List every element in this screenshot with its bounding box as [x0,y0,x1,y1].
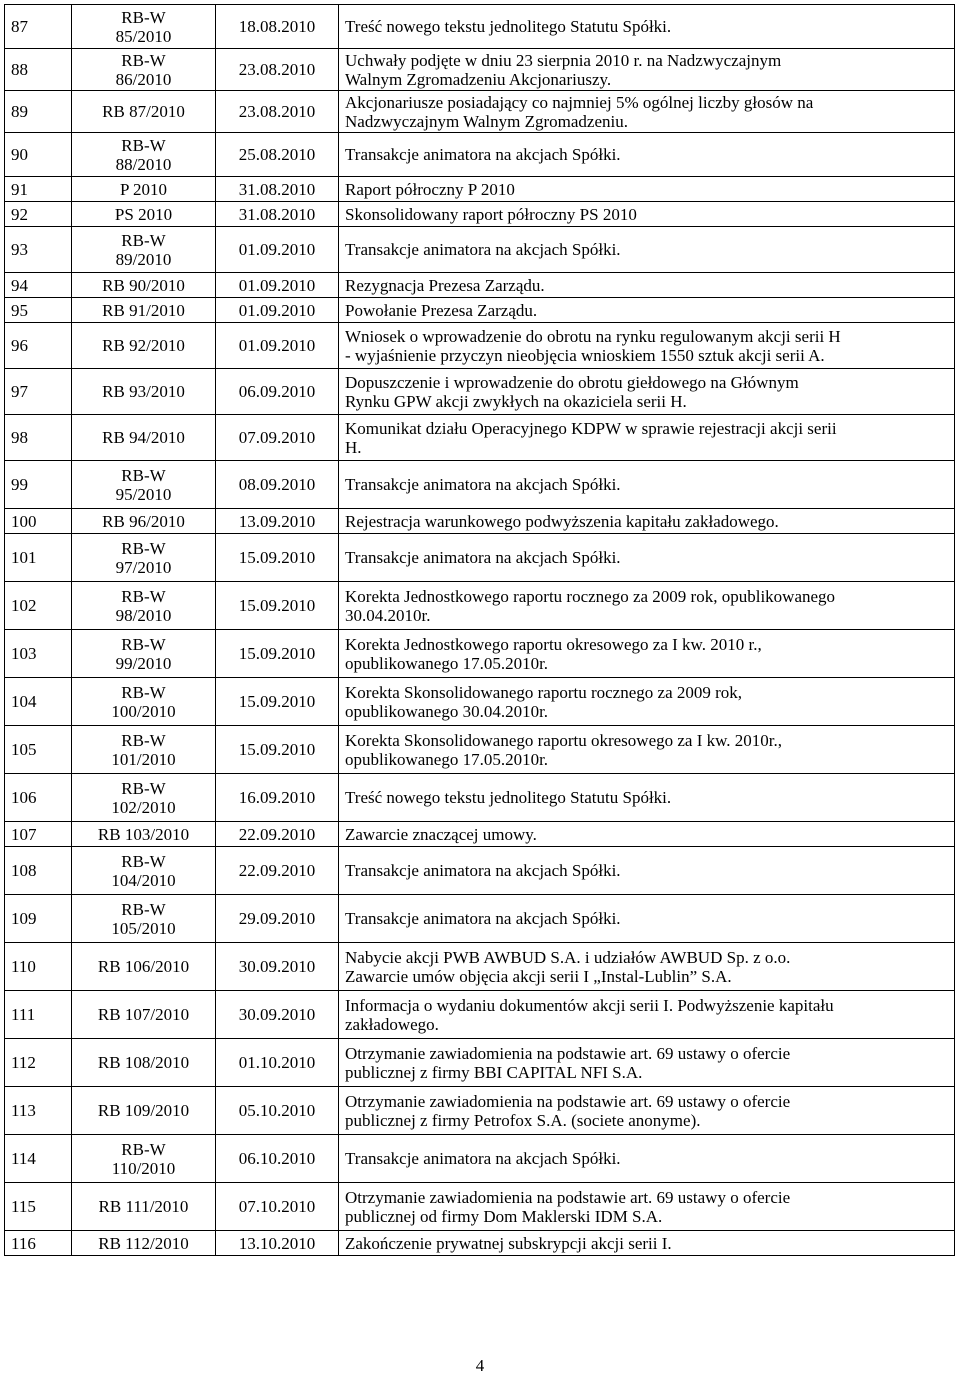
report-symbol [72,847,216,895]
table-row [5,726,955,774]
report-title [339,369,955,415]
report-title-line: 30.04.2010r. [345,605,431,625]
report-date: 31.08.2010 [216,177,339,202]
report-title [339,582,955,630]
report-symbol [72,895,216,943]
row-number: 87 [5,5,72,49]
report-title-line: publicznej od firmy Dom Maklerski IDM S.A. [345,1206,663,1226]
report-date: 01.09.2010 [216,273,339,298]
row-number: 112 [5,1039,72,1087]
report-title-line: Walnym Zgromadzeniu Akcjonariuszy. [345,69,612,89]
report-symbol-line: 110/2010 [111,1158,176,1178]
table-row [5,1231,955,1256]
report-symbol-line: 97/2010 [115,557,172,577]
report-title [339,1183,955,1231]
report-symbol-line: 104/2010 [111,870,176,890]
report-title [339,509,955,534]
report-title [339,1231,955,1256]
table-row [5,1087,955,1135]
report-title-line: Transakcje animatora na akcjach Spółki. [345,548,621,567]
report-date: 08.09.2010 [216,461,339,509]
report-title-line: Powołanie Prezesa Zarządu. [345,300,538,320]
table-row [5,630,955,678]
report-symbol [72,943,216,991]
report-symbol-line: RB 109/2010 [97,1101,190,1120]
report-title [339,91,955,133]
table-row [5,1135,955,1183]
report-symbol [72,678,216,726]
report-symbol-line: RB 93/2010 [102,382,185,401]
report-symbol [72,298,216,323]
report-title-line: Zawarcie znaczącej umowy. [345,824,537,844]
report-symbol [72,582,216,630]
report-date: 01.09.2010 [216,227,339,273]
reports-table [4,4,955,1256]
report-symbol-line: 102/2010 [111,797,176,817]
report-title [339,726,955,774]
report-title [339,534,955,582]
row-number: 93 [5,227,72,273]
report-title-line: Skonsolidowany raport półroczny PS 2010 [345,204,637,224]
report-symbol-line: RB 103/2010 [97,824,190,844]
table-row [5,202,955,227]
report-symbol-line: RB-W [121,899,166,919]
report-symbol [72,369,216,415]
report-symbol-line: RB-W [121,465,166,485]
report-title-line: Rynku GPW akcji zwykłych na okaziciela serii H. [345,391,687,411]
report-title-line: Informacja o wydaniu dokumentów akcji serii I. Podwyższenie kapitału [345,995,834,1015]
report-date: 25.08.2010 [216,133,339,177]
report-symbol [72,273,216,298]
report-title-line: Transakcje animatora na akcjach Spółki. [345,1149,621,1168]
row-number: 92 [5,202,72,227]
report-title [339,227,955,273]
report-title [339,133,955,177]
report-title-line: Rejestracja warunkowego podwyższenia kapitału zakładowego. [345,511,779,531]
report-symbol-line: RB 107/2010 [97,1005,190,1024]
row-number: 110 [5,943,72,991]
report-symbol [72,1183,216,1231]
row-number: 103 [5,630,72,678]
report-date: 07.10.2010 [216,1183,339,1231]
row-number: 114 [5,1135,72,1183]
report-title-line: Transakcje animatora na akcjach Spółki. [345,909,621,928]
report-title-line: Dopuszczenie i wprowadzenie do obrotu giełdowego na Głównym [345,372,799,392]
report-title [339,323,955,369]
report-symbol-line: RB-W [121,851,166,871]
row-number: 108 [5,847,72,895]
report-symbol [72,133,216,177]
report-title-line: publicznej z firmy BBI CAPITAL NFI S.A. [345,1062,643,1082]
report-title-line: - wyjaśnienie przyczyn nieobjęcia wnioskiem 1550 sztuk akcji serii A. [345,345,825,365]
report-date: 22.09.2010 [216,822,339,847]
table-row [5,822,955,847]
report-symbol [72,5,216,49]
row-number: 90 [5,133,72,177]
report-title [339,1135,955,1183]
report-symbol-line: 101/2010 [111,749,176,769]
report-symbol-line: 100/2010 [111,701,176,721]
row-number: 107 [5,822,72,847]
report-symbol-line: RB-W [121,778,166,798]
table-row [5,943,955,991]
row-number: 111 [5,991,72,1039]
report-date: 01.10.2010 [216,1039,339,1087]
reports-table-body [5,5,955,1256]
report-title-line: Korekta Jednostkowego raportu okresowego za I kw. 2010 r., [345,634,762,654]
report-title [339,991,955,1039]
report-date: 23.08.2010 [216,91,339,133]
report-symbol-line: RB-W [121,7,166,27]
row-number: 95 [5,298,72,323]
row-number: 91 [5,177,72,202]
report-symbol-line: RB-W [121,135,166,155]
report-symbol-line: 105/2010 [111,918,176,938]
report-title [339,415,955,461]
report-date: 30.09.2010 [216,943,339,991]
report-title [339,461,955,509]
report-title-line: Korekta Skonsolidowanego raportu rocznego za 2009 rok, [345,682,743,702]
report-symbol-line: 95/2010 [115,484,172,504]
row-number: 101 [5,534,72,582]
report-date: 15.09.2010 [216,630,339,678]
report-title-line: Nadzwyczajnym Walnym Zgromadzeniu. [345,111,628,131]
table-row [5,49,955,91]
report-title-line: Transakcje animatora na akcjach Spółki. [345,240,621,259]
report-symbol [72,509,216,534]
report-date: 18.08.2010 [216,5,339,49]
report-date: 06.09.2010 [216,369,339,415]
report-date: 13.10.2010 [216,1231,339,1256]
table-row [5,534,955,582]
report-title [339,630,955,678]
row-number: 116 [5,1231,72,1256]
table-row [5,509,955,534]
report-symbol-line: 98/2010 [115,605,172,625]
table-row [5,298,955,323]
report-symbol-line: RB 94/2010 [102,428,185,447]
report-title [339,49,955,91]
row-number: 94 [5,273,72,298]
table-row [5,582,955,630]
report-symbol [72,726,216,774]
report-symbol [72,774,216,822]
report-title [339,177,955,202]
report-title [339,202,955,227]
report-symbol-line: RB-W [121,634,166,654]
row-number: 98 [5,415,72,461]
row-number: 100 [5,509,72,534]
row-number: 109 [5,895,72,943]
report-symbol-line: PS 2010 [114,204,173,224]
report-title-line: Akcjonariusze posiadający co najmniej 5% ogólnej liczby głosów na [345,92,814,112]
report-symbol-line: RB 91/2010 [102,300,185,320]
report-symbol [72,1135,216,1183]
report-symbol-line: 88/2010 [115,154,172,174]
row-number: 89 [5,91,72,133]
report-symbol [72,822,216,847]
report-symbol [72,227,216,273]
report-symbol-line: P 2010 [119,179,168,199]
report-symbol-line: RB-W [121,538,166,558]
report-title-line: zakładowego. [345,1014,439,1034]
report-symbol-line: RB-W [121,586,166,606]
table-row [5,991,955,1039]
report-symbol-line: RB-W [121,50,166,70]
report-symbol [72,91,216,133]
report-symbol [72,461,216,509]
row-number: 99 [5,461,72,509]
row-number: 105 [5,726,72,774]
table-row [5,5,955,49]
report-symbol-line: RB 111/2010 [98,1197,189,1216]
row-number: 88 [5,49,72,91]
report-symbol-line: 89/2010 [115,249,172,269]
report-symbol-line: RB 112/2010 [98,1233,189,1253]
table-row [5,1183,955,1231]
report-title [339,1087,955,1135]
row-number: 106 [5,774,72,822]
report-date: 15.09.2010 [216,726,339,774]
report-title-line: Treść nowego tekstu jednolitego Statutu Spółki. [345,17,672,36]
report-symbol [72,323,216,369]
report-symbol-line: RB 92/2010 [102,336,185,355]
table-row [5,91,955,133]
report-symbol [72,1087,216,1135]
table-row [5,415,955,461]
report-title-line: Wniosek o wprowadzenie do obrotu na rynku regulowanym akcji serii H [345,326,841,346]
report-symbol-line: 86/2010 [115,69,172,89]
row-number: 97 [5,369,72,415]
report-title-line: Zakończenie prywatnej subskrypcji akcji serii I. [345,1233,672,1253]
report-title-line: Transakcje animatora na akcjach Spółki. [345,145,621,164]
report-symbol [72,177,216,202]
table-row [5,273,955,298]
table-row [5,461,955,509]
report-title [339,5,955,49]
report-symbol [72,1039,216,1087]
report-symbol [72,202,216,227]
report-date: 31.08.2010 [216,202,339,227]
report-symbol-line: RB 90/2010 [102,275,185,295]
report-title-line: Nabycie akcji PWB AWBUD S.A. i udziałów AWBUD Sp. z o.o. [345,947,791,967]
row-number: 104 [5,678,72,726]
report-title [339,774,955,822]
report-title-line: Zawarcie umów objęcia akcji serii I „Instal-Lublin” S.A. [345,966,732,986]
report-title-line: Otrzymanie zawiadomienia na podstawie art. 69 ustawy o ofercie [345,1091,791,1111]
report-title [339,298,955,323]
report-title-line: H. [345,437,362,457]
report-date: 01.09.2010 [216,298,339,323]
report-date: 06.10.2010 [216,1135,339,1183]
report-title-line: Otrzymanie zawiadomienia na podstawie art. 69 ustawy o ofercie [345,1187,791,1207]
report-title-line: opublikowanego 17.05.2010r. [345,749,549,769]
report-symbol-line: RB 106/2010 [97,957,190,976]
report-title [339,273,955,298]
table-row [5,323,955,369]
table-row [5,847,955,895]
report-date: 16.09.2010 [216,774,339,822]
report-title-line: Korekta Skonsolidowanego raportu okresowego za I kw. 2010r., [345,730,783,750]
table-row [5,774,955,822]
report-symbol [72,991,216,1039]
report-symbol [72,1231,216,1256]
report-symbol-line: 85/2010 [115,26,172,46]
report-date: 07.09.2010 [216,415,339,461]
report-date: 01.09.2010 [216,323,339,369]
report-date: 05.10.2010 [216,1087,339,1135]
report-date: 15.09.2010 [216,678,339,726]
report-date: 30.09.2010 [216,991,339,1039]
report-date: 23.08.2010 [216,49,339,91]
report-symbol [72,415,216,461]
report-symbol-line: RB 108/2010 [97,1053,190,1072]
report-symbol-line: 99/2010 [115,653,172,673]
report-title-line: opublikowanego 17.05.2010r. [345,653,549,673]
report-title [339,822,955,847]
report-title [339,847,955,895]
report-title-line: Korekta Jednostkowego raportu rocznego za 2009 rok, opublikowanego [345,586,836,606]
report-symbol-line: RB 96/2010 [102,511,185,531]
table-row [5,895,955,943]
report-title-line: Transakcje animatora na akcjach Spółki. [345,861,621,880]
report-date: 29.09.2010 [216,895,339,943]
report-date: 15.09.2010 [216,534,339,582]
report-title-line: Treść nowego tekstu jednolitego Statutu Spółki. [345,788,672,807]
report-title [339,678,955,726]
report-symbol [72,534,216,582]
report-title [339,895,955,943]
report-symbol-line: RB-W [121,1139,166,1159]
table-row [5,133,955,177]
table-row [5,369,955,415]
report-symbol-line: RB 87/2010 [102,102,185,121]
report-title-line: Komunikat działu Operacyjnego KDPW w sprawie rejestracji akcji serii [345,418,837,438]
report-symbol-line: RB-W [121,730,166,750]
report-symbol [72,630,216,678]
row-number: 96 [5,323,72,369]
report-title-line: publicznej z firmy Petrofox S.A. (societe anonyme). [345,1110,701,1130]
report-title [339,943,955,991]
report-title-line: Raport półroczny P 2010 [345,179,515,199]
row-number: 102 [5,582,72,630]
table-row [5,227,955,273]
report-title [339,1039,955,1087]
table-row [5,678,955,726]
report-date: 13.09.2010 [216,509,339,534]
table-row [5,1039,955,1087]
report-symbol-line: RB-W [121,230,166,250]
report-title-line: Uchwały podjęte w dniu 23 sierpnia 2010 r. na Nadzwyczajnym [345,50,782,70]
row-number: 115 [5,1183,72,1231]
report-title-line: Transakcje animatora na akcjach Spółki. [345,475,621,494]
report-date: 15.09.2010 [216,582,339,630]
report-title-line: opublikowanego 30.04.2010r. [345,701,549,721]
report-title-line: Rezygnacja Prezesa Zarządu. [345,275,545,295]
table-row [5,177,955,202]
report-symbol-line: RB-W [121,682,166,702]
report-symbol [72,49,216,91]
row-number: 113 [5,1087,72,1135]
report-title-line: Otrzymanie zawiadomienia na podstawie art. 69 ustawy o ofercie [345,1043,791,1063]
page-number: 4 [475,1356,485,1375]
report-date: 22.09.2010 [216,847,339,895]
